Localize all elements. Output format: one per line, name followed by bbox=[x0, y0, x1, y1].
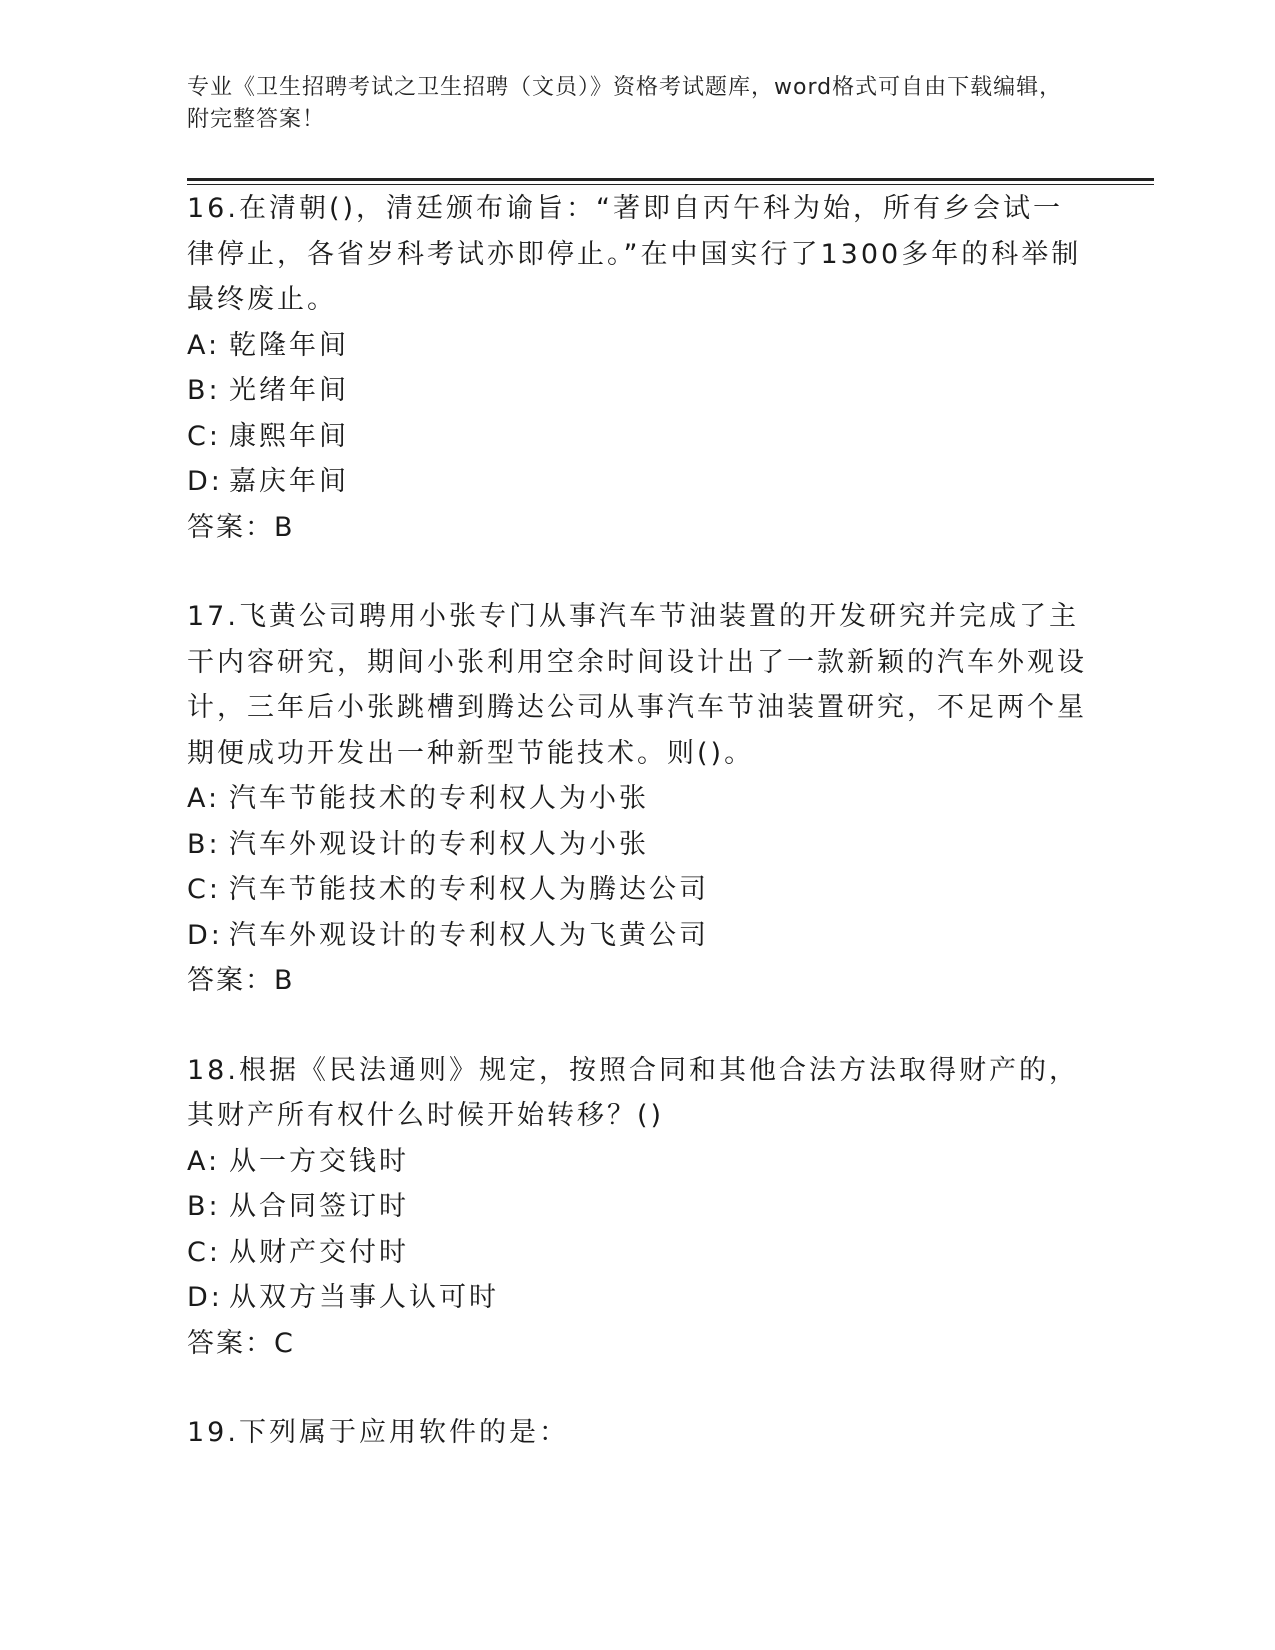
option-key: D: bbox=[187, 1282, 223, 1313]
question-stem: 18.根据《民法通则》规定，按照合同和其他合法方法取得财产的，其财产所有权什么时候开始转移？() bbox=[187, 1054, 1079, 1131]
option-text: 从财产交付时 bbox=[229, 1236, 409, 1268]
question-stem: 19.下列属于应用软件的是： bbox=[187, 1417, 569, 1448]
option-a bbox=[187, 1139, 1087, 1185]
option-c bbox=[187, 867, 1087, 913]
option-key: C: bbox=[187, 874, 221, 905]
question-16 bbox=[187, 186, 1087, 550]
option-text: 康熙年间 bbox=[229, 420, 349, 452]
option-b bbox=[187, 822, 1087, 868]
option-a bbox=[187, 776, 1087, 822]
option-key: A: bbox=[187, 1145, 221, 1177]
option-d bbox=[187, 1275, 1087, 1321]
answer-line: 答案：B bbox=[187, 965, 295, 996]
option-text: 嘉庆年间 bbox=[229, 466, 349, 497]
option-key: A: bbox=[187, 783, 221, 814]
option-d bbox=[187, 913, 1087, 959]
option-text: 从合同签订时 bbox=[229, 1191, 409, 1222]
option-key: C: bbox=[187, 1236, 221, 1268]
option-c bbox=[187, 414, 1087, 460]
option-c bbox=[187, 1230, 1087, 1276]
option-key: A: bbox=[187, 329, 221, 361]
option-key: B: bbox=[187, 1191, 221, 1222]
option-text: 汽车节能技术的专利权人为小张 bbox=[229, 783, 649, 814]
answer-line: 答案：C bbox=[187, 1327, 295, 1359]
option-key: B: bbox=[187, 828, 221, 860]
option-text: 光绪年间 bbox=[229, 375, 349, 406]
option-b bbox=[187, 1184, 1087, 1230]
option-text: 乾隆年间 bbox=[229, 329, 349, 361]
question-19 bbox=[187, 1410, 1087, 1456]
option-b bbox=[187, 368, 1087, 414]
option-d bbox=[187, 459, 1087, 505]
document-header: 专业《卫生招聘考试之卫生招聘（文员）》资格考试题库，word格式可自由下载编辑，附完整答案！ bbox=[187, 75, 1063, 132]
option-key: C: bbox=[187, 420, 221, 452]
option-a bbox=[187, 323, 1087, 369]
question-stem: 16.在清朝()，清廷颁布谕旨：“著即自丙午科为始，所有乡会试一律停止，各省岁科考试亦即停止。”在中国实行了1300多年的科举制最终废止。 bbox=[187, 193, 1082, 315]
option-text: 汽车外观设计的专利权人为小张 bbox=[229, 828, 649, 860]
option-text: 汽车外观设计的专利权人为飞黄公司 bbox=[229, 919, 709, 951]
option-text: 汽车节能技术的专利权人为腾达公司 bbox=[229, 874, 709, 905]
option-key: D: bbox=[187, 919, 223, 951]
option-key: D: bbox=[187, 466, 223, 497]
question-stem: 17.飞黄公司聘用小张专门从事汽车节油装置的开发研究并完成了主干内容研究，期间小张利用空余时间设计出了一款新颖的汽车外观设计，三年后小张跳槽到腾达公司从事汽车节油装置研究，不足两个星期便成功开发出一种新型节能技术。则()。 bbox=[187, 601, 1087, 769]
header-divider-thin bbox=[187, 184, 1154, 185]
option-text: 从一方交钱时 bbox=[229, 1145, 409, 1177]
question-17 bbox=[187, 594, 1087, 1004]
answer-line: 答案：B bbox=[187, 511, 295, 543]
option-text: 从双方当事人认可时 bbox=[229, 1282, 499, 1313]
question-list bbox=[187, 186, 1087, 1500]
header-divider-thick bbox=[187, 178, 1154, 181]
option-key: B: bbox=[187, 375, 221, 406]
question-18 bbox=[187, 1048, 1087, 1367]
